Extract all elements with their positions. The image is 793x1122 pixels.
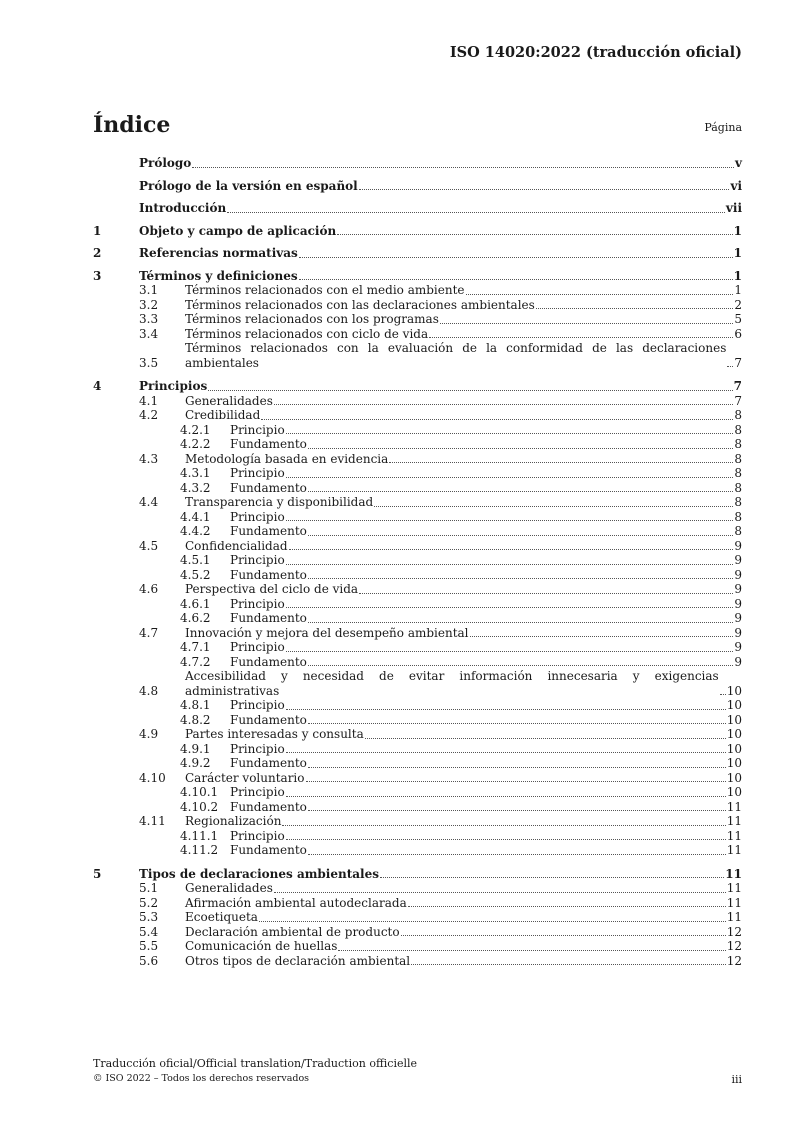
toc-entry-page: 11 [726, 814, 742, 828]
toc-entry-page: 12 [726, 939, 742, 953]
toc-entry[interactable] [93, 156, 742, 171]
toc-entry-title: Términos relacionados con el medio ambiente [185, 283, 465, 297]
toc-entry-page: 10 [726, 770, 742, 785]
toc-entry-title: Términos relacionados con ciclo de vida [185, 326, 429, 341]
dot-leader [289, 549, 734, 550]
dot-leader [365, 738, 726, 739]
dot-leader [720, 694, 726, 695]
toc-entry-number: 4.2.1 [180, 422, 211, 437]
toc-entry-number: 4.10 [139, 770, 166, 785]
toc-entry-page: 1 [733, 246, 742, 260]
dot-leader [282, 825, 725, 826]
toc-entry-page: 9 [734, 654, 742, 669]
translation-note: Traducción oficial/Official translation/Traduction officielle [93, 1057, 418, 1070]
toc-entry-page: 9 [734, 625, 742, 640]
toc-entry[interactable] [93, 452, 742, 467]
toc-entry-number: 4.6.1 [180, 596, 211, 611]
dot-leader [380, 877, 724, 878]
toc-entry-number: 4.6.2 [180, 611, 211, 625]
toc-entry-title: Generalidades [185, 393, 273, 408]
dot-leader [286, 651, 734, 652]
toc-entry-page: 11 [726, 843, 742, 857]
toc-entry-page: 11 [726, 910, 742, 924]
toc-entry[interactable] [93, 597, 742, 612]
toc-entry-number: 5.6 [139, 953, 159, 968]
toc-entry-number: 2 [93, 246, 102, 260]
toc-entry-title: Afirmación ambiental autodeclarada [185, 895, 407, 910]
toc-entry[interactable] [93, 269, 742, 284]
toc-entry-title: Principios [139, 379, 208, 393]
toc-entry-page: 10 [726, 741, 742, 756]
dot-leader [286, 607, 734, 608]
toc-entry-page: 8 [734, 495, 742, 509]
toc-entry-title: Fundamento [230, 480, 307, 495]
dot-leader [359, 189, 730, 190]
toc-entry-page: 10 [726, 785, 742, 799]
table-of-contents [93, 156, 742, 968]
toc-entry-title: Carácter voluntario [185, 770, 305, 785]
toc-entry-number: 4.7.2 [180, 654, 211, 669]
toc-entry-page: vii [725, 201, 742, 215]
toc-entry[interactable] [93, 510, 742, 525]
toc-entry-page: 10 [726, 712, 742, 727]
toc-entry[interactable] [93, 925, 742, 940]
toc-entry[interactable] [93, 640, 742, 655]
toc-entry-number: 5.3 [139, 910, 159, 924]
toc-entry[interactable] [93, 179, 742, 194]
dot-leader [389, 462, 733, 463]
dot-leader [286, 564, 734, 565]
toc-entry-page: 10 [726, 698, 742, 712]
toc-entry-number: 4.4 [139, 495, 159, 509]
toc-entry-title: Fundamento [230, 756, 307, 770]
toc-entry-title: Principio [230, 553, 285, 567]
toc-entry-number: 4 [93, 379, 102, 393]
dot-leader [286, 839, 726, 840]
toc-entry[interactable] [93, 910, 742, 925]
toc-entry-number: 3.5 [139, 355, 159, 370]
page-number: iii [731, 1073, 742, 1086]
toc-entry-page: 6 [734, 326, 742, 341]
dot-leader [308, 854, 726, 855]
toc-entry-number: 4.8.2 [180, 712, 211, 727]
dot-leader [440, 323, 734, 324]
toc-entry[interactable] [93, 481, 742, 496]
toc-entry[interactable] [93, 437, 742, 452]
toc-entry-page: 8 [734, 408, 742, 422]
toc-entry-number: 5.5 [139, 939, 159, 953]
toc-entry-title: Fundamento [230, 611, 307, 625]
dot-leader [286, 709, 726, 710]
toc-entry-page: 11 [726, 881, 742, 895]
toc-entry[interactable] [93, 283, 742, 298]
toc-entry-number: 4.9.1 [180, 741, 211, 756]
toc-entry-number: 3.4 [139, 326, 159, 341]
toc-entry[interactable] [93, 867, 742, 882]
toc-entry-number: 4.3 [139, 451, 159, 466]
toc-entry[interactable] [93, 800, 742, 815]
toc-entry-title: Objeto y campo de aplicación [139, 223, 337, 238]
toc-entry-number: 5 [93, 866, 102, 881]
toc-entry-title: Fundamento [230, 799, 307, 814]
toc-entry[interactable] [93, 829, 742, 844]
toc-entry-page: 11 [726, 828, 742, 843]
toc-entry-title: Introducción [139, 201, 227, 215]
toc-entry-number: 5.4 [139, 924, 159, 939]
toc-entry-number: 3 [93, 268, 102, 283]
toc-entry-title: Principio [230, 466, 285, 480]
toc-entry-number: 1 [93, 223, 102, 238]
toc-entry-title: Principio [230, 698, 285, 712]
dot-leader [308, 491, 733, 492]
toc-entry-page: 5 [734, 312, 742, 326]
dot-leader [470, 636, 734, 637]
dot-leader [411, 964, 726, 965]
toc-entry-page: 12 [726, 924, 742, 939]
toc-entry-number: 4.11.2 [180, 843, 219, 857]
toc-entry-number: 4.11 [139, 814, 166, 828]
toc-entry[interactable] [93, 408, 742, 423]
toc-entry-number: 4.5.1 [180, 553, 211, 567]
dot-leader [401, 935, 726, 936]
toc-entry[interactable] [93, 655, 742, 670]
toc-entry-page: 9 [734, 582, 742, 596]
toc-entry-number: 5.1 [139, 881, 159, 895]
toc-entry-number: 4.9 [139, 727, 159, 741]
toc-entry-number: 4.7 [139, 625, 159, 640]
toc-entry[interactable] [93, 327, 742, 342]
toc-entry-page: 8 [734, 422, 742, 437]
toc-entry-title: Prólogo de la versión en español [139, 178, 358, 193]
toc-entry-title: Regionalización [185, 814, 282, 828]
toc-entry-number: 4.4.2 [180, 524, 211, 538]
toc-entry-title: Confidencialidad [185, 538, 288, 553]
dot-leader [286, 520, 734, 521]
copyright-notice: © ISO 2022 – Todos los derechos reservados [93, 1073, 310, 1084]
toc-entry-page: 2 [734, 297, 742, 312]
toc-entry-page: 1 [733, 268, 742, 283]
dot-leader [308, 578, 733, 579]
toc-entry-title: Generalidades [185, 881, 273, 895]
toc-entry-title: Fundamento [230, 567, 307, 582]
toc-entry[interactable] [93, 939, 742, 954]
dot-leader [466, 294, 734, 295]
toc-entry-page: 9 [734, 567, 742, 582]
toc-entry-page: 8 [734, 480, 742, 495]
toc-entry-page: 9 [734, 538, 742, 553]
toc-entry-page: 8 [734, 509, 742, 524]
toc-entry-number: 4.11.1 [180, 828, 219, 843]
toc-entry-title: Otros tipos de declaración ambiental [185, 953, 411, 968]
toc-entry-title: Comunicación de huellas [185, 939, 338, 953]
toc-entry[interactable] [93, 394, 742, 409]
toc-entry-title: Fundamento [230, 712, 307, 727]
toc-entry[interactable] [93, 379, 742, 394]
toc-title: Índice [93, 112, 171, 138]
toc-entry-title: Partes interesadas y consulta [185, 727, 364, 741]
dot-leader [286, 796, 726, 797]
dot-leader [274, 404, 733, 405]
toc-entry-number: 4.9.2 [180, 756, 211, 770]
dot-leader [308, 448, 733, 449]
toc-entry-title: Ecoetiqueta [185, 910, 258, 924]
dot-leader [308, 767, 726, 768]
dot-leader [308, 810, 726, 811]
toc-entry-title: Principio [230, 509, 285, 524]
toc-entry-title: Declaración ambiental de producto [185, 924, 400, 939]
toc-entry-number: 4.2.2 [180, 437, 211, 451]
toc-entry-page: 1 [733, 223, 742, 238]
toc-entry-page: 11 [726, 799, 742, 814]
toc-entry-title: Fundamento [230, 843, 307, 857]
dot-leader [308, 535, 733, 536]
toc-entry-number: 3.3 [139, 312, 159, 326]
toc-entry-title: Innovación y mejora del desempeño ambiental [185, 625, 469, 640]
dot-leader [374, 506, 733, 507]
dot-leader [536, 308, 734, 309]
toc-entry-page: 1 [734, 283, 742, 297]
toc-entry-number: 4.10.1 [180, 785, 219, 799]
toc-entry[interactable] [93, 954, 742, 969]
toc-entry-page: v [735, 156, 742, 170]
toc-entry-title: Principio [230, 828, 285, 843]
dot-leader [337, 234, 732, 235]
toc-entry-title: Principio [230, 785, 285, 799]
toc-entry-title: Términos relacionados con la evaluación de la conformidad de las declaraciones ambientales [185, 341, 727, 370]
toc-entry-title: Referencias normativas [139, 246, 298, 260]
toc-entry[interactable] [93, 495, 742, 510]
toc-entry-page: 11 [726, 895, 742, 910]
dot-leader [192, 167, 734, 168]
toc-entry[interactable] [93, 246, 742, 261]
toc-entry[interactable] [93, 698, 742, 713]
dot-leader [308, 622, 733, 623]
dot-leader [306, 781, 726, 782]
toc-entry[interactable] [93, 611, 742, 626]
toc-entry-title: Tipos de declaraciones ambientales [139, 866, 379, 881]
toc-entry-page: 10 [726, 683, 742, 698]
dot-leader [286, 477, 734, 478]
toc-entry-title: Principio [230, 596, 285, 611]
toc-entry[interactable] [93, 626, 742, 641]
toc-entry-page: 7 [733, 379, 742, 393]
toc-entry-title: Términos y definiciones [139, 268, 298, 283]
toc-entry-number: 4.7.1 [180, 640, 211, 654]
toc-entry-title: Fundamento [230, 654, 307, 669]
toc-entry[interactable] [93, 756, 742, 771]
toc-entry-number: 4.8 [139, 683, 159, 698]
toc-entry[interactable] [93, 669, 742, 698]
toc-entry-page: 9 [734, 640, 742, 654]
toc-entry[interactable] [93, 582, 742, 597]
toc-entry[interactable] [93, 843, 742, 858]
toc-entry[interactable] [93, 341, 742, 370]
toc-entry-page: 9 [734, 611, 742, 625]
toc-entry[interactable] [93, 553, 742, 568]
toc-entry-page: 8 [734, 451, 742, 466]
dot-leader [299, 257, 733, 258]
toc-entry-page: 12 [726, 953, 742, 968]
toc-entry[interactable] [93, 539, 742, 554]
dot-leader [429, 337, 733, 338]
toc-entry-title: Principio [230, 741, 285, 756]
dot-leader [308, 665, 733, 666]
toc-entry[interactable] [93, 201, 742, 216]
toc-entry[interactable] [93, 524, 742, 539]
toc-entry-page: 7 [734, 355, 742, 370]
toc-entry-title: Credibilidad [185, 408, 261, 422]
toc-entry[interactable] [93, 814, 742, 829]
toc-entry-number: 4.3.2 [180, 480, 211, 495]
toc-entry-number: 4.5 [139, 538, 159, 553]
dot-leader [286, 752, 726, 753]
toc-entry-number: 4.6 [139, 582, 159, 596]
toc-entry-title: Perspectiva del ciclo de vida [185, 582, 359, 596]
toc-entry-number: 4.2 [139, 408, 159, 422]
toc-entry-page: 7 [734, 393, 742, 408]
toc-entry[interactable] [93, 466, 742, 481]
dot-leader [299, 279, 733, 280]
toc-entry-title: Principio [230, 422, 285, 437]
toc-entry-title: Principio [230, 640, 285, 654]
toc-entry-number: 4.10.2 [180, 799, 219, 814]
document-code: ISO 14020:2022 (traducción oficial) [449, 44, 742, 61]
toc-entry-page: 9 [734, 596, 742, 611]
dot-leader [408, 906, 726, 907]
toc-entry[interactable] [93, 785, 742, 800]
toc-entry-page: 10 [726, 756, 742, 770]
dot-leader [227, 212, 725, 213]
toc-entry[interactable] [93, 312, 742, 327]
dot-leader [308, 723, 726, 724]
toc-entry[interactable] [93, 881, 742, 896]
toc-entry-number: 4.5.2 [180, 567, 211, 582]
dot-leader [727, 366, 733, 367]
toc-entry-title: Términos relacionados con las declaraciones ambientales [185, 297, 535, 312]
toc-entry-page: 8 [734, 437, 742, 451]
toc-entry-title: Fundamento [230, 524, 307, 538]
toc-entry[interactable] [93, 224, 742, 239]
toc-entry[interactable] [93, 298, 742, 313]
toc-entry-page: vi [730, 178, 742, 193]
toc-entry-number: 3.1 [139, 283, 159, 297]
toc-entry[interactable] [93, 727, 742, 742]
toc-entry-page: 8 [734, 466, 742, 480]
toc-entry-title: Transparencia y disponibilidad [185, 495, 374, 509]
toc-entry-title: Fundamento [230, 437, 307, 451]
toc-entry-number: 5.2 [139, 895, 159, 910]
toc-entry[interactable] [93, 423, 742, 438]
toc-entry[interactable] [93, 771, 742, 786]
toc-entry[interactable] [93, 568, 742, 583]
toc-entry-number: 4.3.1 [180, 466, 211, 480]
toc-entry-title: Accesibilidad y necesidad de evitar información innecesaria y exigencias administrativas [185, 669, 719, 698]
toc-entry-page: 9 [734, 553, 742, 567]
toc-entry-number: 4.8.1 [180, 698, 211, 712]
toc-entry[interactable] [93, 713, 742, 728]
toc-entry-page: 10 [726, 727, 742, 741]
dot-leader [259, 921, 726, 922]
toc-entry[interactable] [93, 742, 742, 757]
toc-entry-title: Términos relacionados con los programas [185, 312, 439, 326]
page-column-label: Página [704, 121, 742, 134]
toc-entry-number: 3.2 [139, 297, 159, 312]
dot-leader [286, 433, 734, 434]
toc-entry-number: 4.4.1 [180, 509, 211, 524]
toc-entry-page: 8 [734, 524, 742, 538]
dot-leader [208, 390, 732, 391]
toc-entry-title: Metodología basada en evidencia [185, 451, 389, 466]
dot-leader [338, 950, 725, 951]
toc-entry[interactable] [93, 896, 742, 911]
toc-entry-number: 4.1 [139, 393, 159, 408]
dot-leader [359, 593, 733, 594]
dot-leader [274, 892, 726, 893]
toc-entry-page: 11 [725, 866, 742, 881]
toc-entry-title: Prólogo [139, 156, 192, 170]
dot-leader [261, 419, 733, 420]
